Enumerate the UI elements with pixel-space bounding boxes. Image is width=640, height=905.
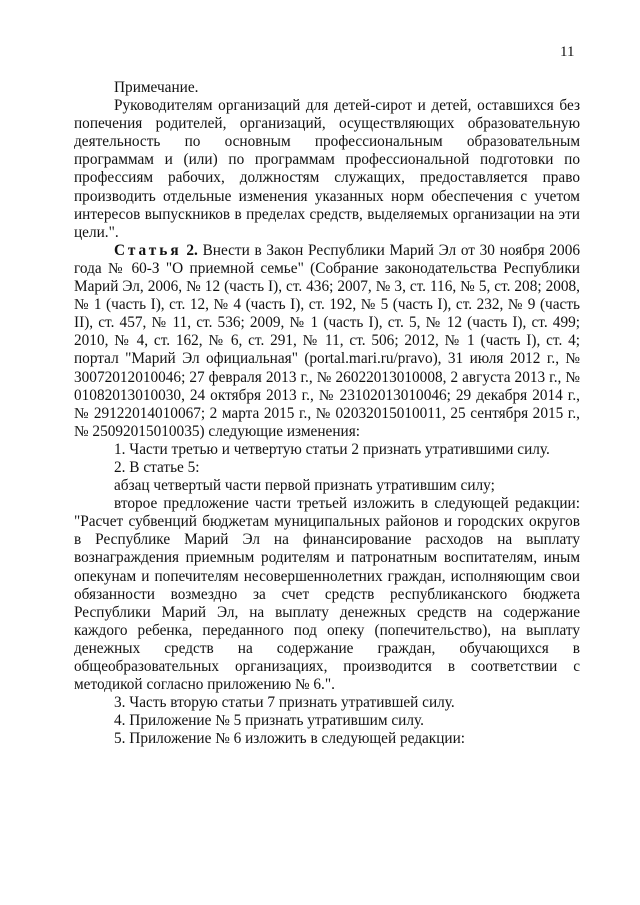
item-2-paragraph-b: второе предложение части третьей изложить в следующей редакции: "Расчет субвенций бюджетам муниципальных районов и городских округов в Республике Марий Эл на финансирование расходов на выплату вознаграждения приемным родителям и патронатным воспитателям, иным опекунам и попечителям несовершеннолетних граждан, исполняющим свои обязанности возмездно за счет средств республиканского бюджета Республики Марий Эл, на выплату денежных средств на содержание каждого ребенка, переданного под опеку (попечительство), на выплату денежных средств на содержание граждан, обучающихся в общеобразовательных организациях, производится в соответствии с методикой согласно приложению № 6.". bbox=[74, 495, 580, 694]
item-2: 2. В статье 5: bbox=[114, 458, 200, 476]
item-4: 4. Приложение № 5 признать утратившим силу. bbox=[114, 712, 424, 730]
page-number: 11 bbox=[560, 44, 575, 60]
document-body bbox=[74, 79, 580, 748]
item-5: 5. Приложение № 6 изложить в следующей редакции: bbox=[114, 730, 466, 748]
item-2-paragraph-a: абзац четвертый части первой признать утратившим силу; bbox=[114, 477, 495, 495]
article-number: 2. bbox=[186, 241, 198, 259]
article-2-paragraph bbox=[74, 242, 580, 441]
article-label: Статья bbox=[114, 241, 182, 259]
item-3: 3. Часть вторую статьи 7 признать утратившей силу. bbox=[114, 694, 455, 712]
note-paragraph: Руководителям организаций для детей-сирот и детей, оставшихся без попечения родителей, организаций, осуществляющих образовательную деятельность по основным профессиональным образовательным программам и (или) по программам профессиональной подготовки по профессиям рабочих, должностям служащих, предоставляется право производить отдельные изменения указанных норм обеспечения с учетом интересов выпускников в пределах средств, выделяемых организации на эти цели.". bbox=[74, 97, 580, 241]
note-title: Примечание. bbox=[114, 79, 199, 96]
article-text: Внести в Закон Республики Марий Эл от 30 ноября 2006 года № 60-З "О приемной семье" (Собрание законодательства Республики Марий Эл, 2006, № 12 (часть I), ст. 436; 2007, № 3, ст. 116, № 5, ст. 208; 2008, № 1 (часть I), ст. 12, № 4 (часть I), ст. 192, № 5 (часть I), ст. 232, № 9 (часть II), ст. 457, № 11, ст. 536; 2009, № 1 (часть I), ст. 5, № 12 (часть I), ст. 499; 2010, № 4, ст. 162, № 6, ст. 291, № 11, ст. 506; 2012, № 1 (часть I), ст. 4; портал "Марий Эл официальная" (portal.mari.ru/pravo), 31 июля 2012 г., № 30072012010046; 27 февраля 2013 г., № 26022013010008, 2 августа 2013 г., № 01082013010030, 24 октября 2013 г., № 23102013010046; 29 декабря 2014 г., № 29122014010067; 2 марта 2015 г., № 02032015010011, 25 сентября 2015 г., № 25092015010035) следующие изменения: bbox=[74, 241, 580, 440]
item-1: 1. Части третью и четвертую статьи 2 признать утратившими силу. bbox=[114, 440, 550, 458]
